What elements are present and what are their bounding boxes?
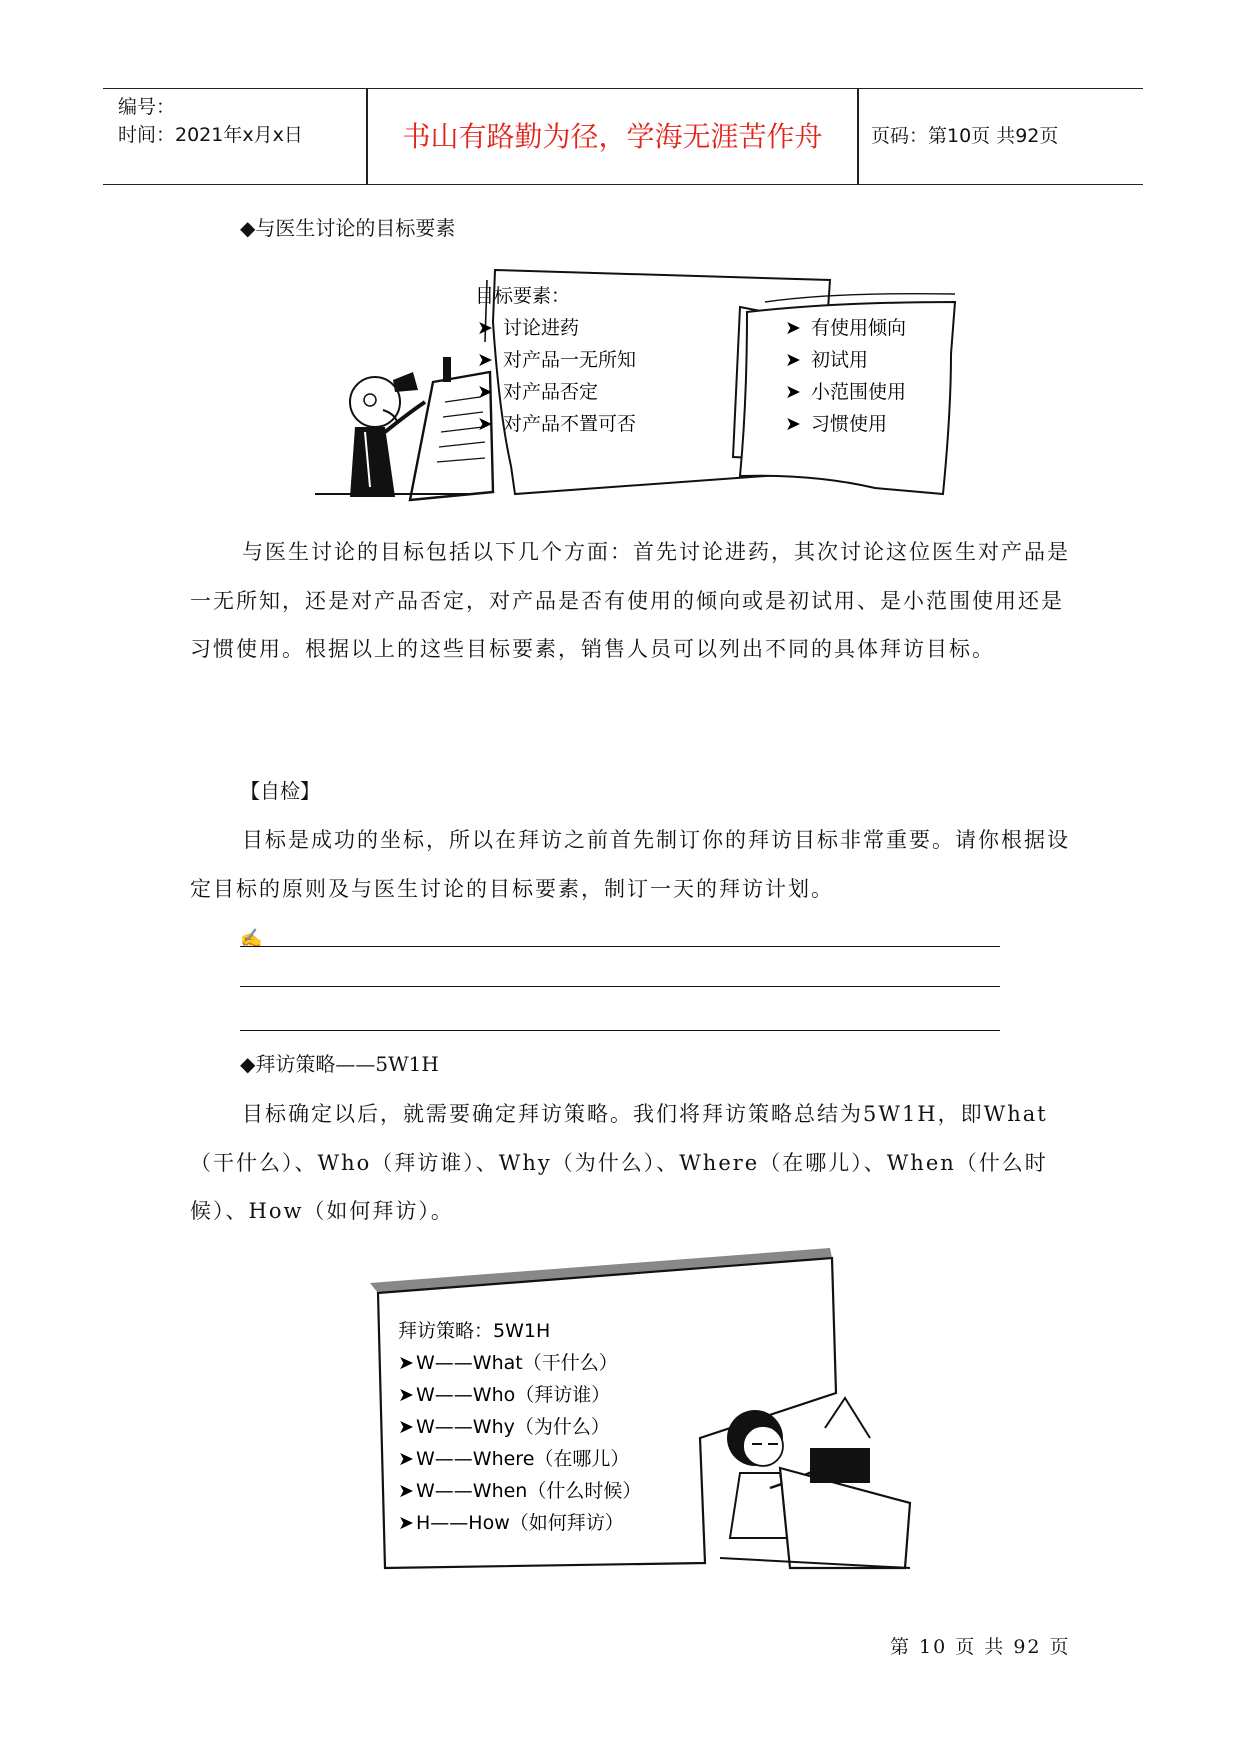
- strategy-item: W——Why（为什么）: [416, 1416, 610, 1438]
- page-footer: 第 10 页 共 92 页: [890, 1636, 1071, 1658]
- bullet-arrow: ➤: [477, 381, 493, 403]
- bullet-arrow: ➤: [477, 413, 493, 435]
- figure-right-item: 初试用: [811, 349, 869, 371]
- bullet-arrow: ➤: [785, 381, 801, 403]
- strategy-figure: [370, 1238, 930, 1578]
- bullet-arrow: ➤: [398, 1448, 414, 1470]
- pencil-icon: ✍: [240, 928, 263, 949]
- bullet-arrow: ➤: [398, 1512, 414, 1534]
- figure-right-item: 习惯使用: [811, 413, 888, 435]
- answer-line[interactable]: [240, 986, 1000, 987]
- bullet-arrow: ➤: [785, 317, 801, 339]
- section-title: ◆拜访策略——5W1H: [240, 1052, 439, 1076]
- answer-line[interactable]: [240, 946, 1000, 947]
- paragraph-text: 与医生讨论的目标包括以下几个方面：首先讨论进药，其次讨论这位医生对产品是一无所知，还是对产品否定，对产品是否有使用的倾向或是初试用、是小范围使用还是习惯使用。根据以上的这些目标要素，销售人员可以列出不同的具体拜访目标。: [190, 540, 1070, 661]
- figure-left-item: 对产品一无所知: [503, 349, 637, 371]
- strategy-item: H——How（如何拜访）: [416, 1512, 624, 1534]
- figure-left-item: 对产品否定: [503, 381, 599, 403]
- bullet-arrow: ➤: [477, 317, 493, 339]
- secretary-figure: [720, 1398, 910, 1568]
- figure-heading: 拜访策略：5W1H: [398, 1320, 551, 1342]
- figure-left-item: 讨论进药: [503, 317, 580, 339]
- answer-line[interactable]: [240, 1030, 1000, 1031]
- bullet-arrow: ➤: [398, 1416, 414, 1438]
- page-header: [103, 88, 1143, 185]
- goal-elements-figure: [315, 262, 975, 512]
- strategy-item: W——Who（拜访谁）: [416, 1384, 611, 1406]
- header-motto: 书山有路勤为径，学海无涯苦作舟: [402, 120, 823, 153]
- bullet-arrow: ➤: [398, 1480, 414, 1502]
- figure-left-item: 对产品不置可否: [503, 413, 637, 435]
- figure-right-item: 小范围使用: [811, 381, 907, 403]
- bullet-arrow: ➤: [785, 349, 801, 371]
- bullet-arrow: ➤: [398, 1384, 414, 1406]
- figure-heading: 目标要素：: [475, 285, 571, 307]
- selfcheck-paragraph: [190, 816, 1070, 913]
- section-title: ◆与医生讨论的目标要素: [240, 216, 456, 240]
- time-label: 时间：2021年x月x日: [118, 124, 303, 146]
- selfcheck-title: 【自检】: [240, 779, 320, 803]
- paragraph-text: 目标确定以后，就需要确定拜访策略。我们将拜访策略总结为5W1H，即What（干什么）、Who（拜访谁）、Why（为什么）、Where（在哪儿）、When（什么时候）、How（如何拜访）。: [190, 1102, 1048, 1223]
- strategy-item: W——Where（在哪儿）: [416, 1448, 630, 1470]
- bullet-arrow: ➤: [477, 349, 493, 371]
- body-paragraph: [190, 1090, 1070, 1236]
- bullet-arrow: ➤: [398, 1352, 414, 1374]
- header-divider: [857, 89, 859, 184]
- serial-label: 编号：: [118, 96, 176, 118]
- header-meta: [118, 93, 303, 149]
- bullet-arrow: ➤: [785, 413, 801, 435]
- body-paragraph: [190, 528, 1070, 674]
- header-page-info: 页码：第10页 共92页: [871, 125, 1059, 147]
- paragraph-text: 目标是成功的坐标，所以在拜访之前首先制订你的拜访目标非常重要。请你根据设定目标的原则及与医生讨论的目标要素，制订一天的拜访计划。: [190, 828, 1070, 901]
- figure-right-item: 有使用倾向: [811, 317, 907, 339]
- strategy-item: W——When（什么时候）: [416, 1480, 642, 1502]
- strategy-item: W——What（干什么）: [416, 1352, 618, 1374]
